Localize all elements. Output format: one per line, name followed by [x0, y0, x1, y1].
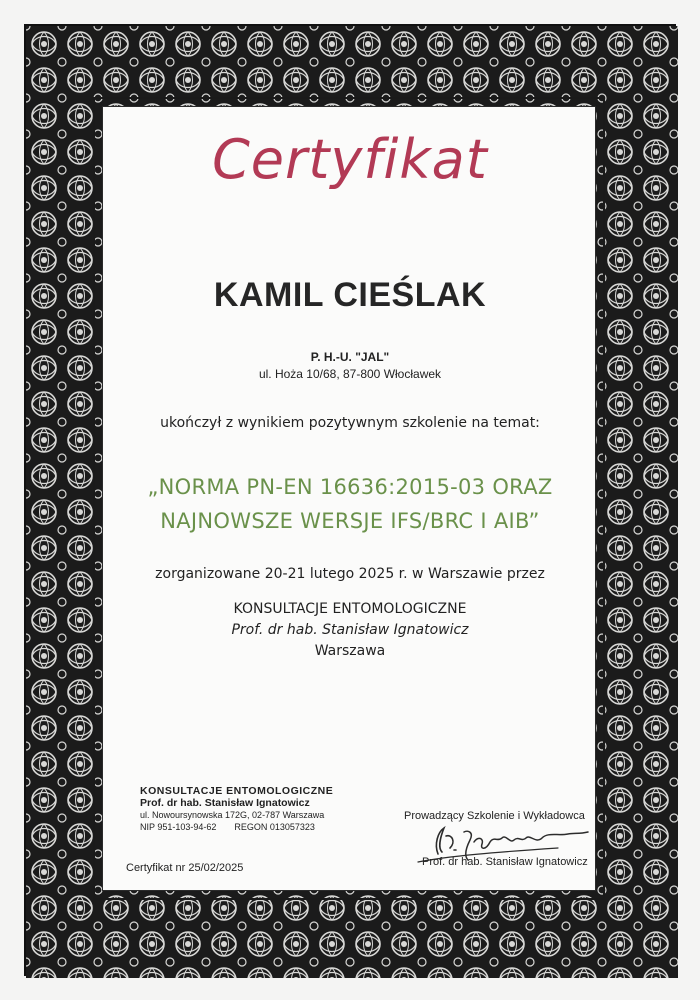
organization-statement: zorganizowane 20-21 lutego 2025 r. w Warszawie przez	[155, 566, 545, 582]
recipient-company	[0, 349, 700, 383]
organizer-person: Prof. dr hab. Stanisław Ignatowicz	[231, 622, 469, 638]
topic-line-1: „NORMA PN-EN 16636:2015-03 ORAZ	[147, 475, 553, 499]
stamp-address: ul. Nowoursynowska 172G, 02-787 Warszawa	[140, 810, 325, 820]
certificate-number: Certyfikat nr 25/02/2025	[126, 862, 244, 874]
organizer-name: KONSULTACJE ENTOMOLOGICZNE	[233, 601, 467, 617]
company-stamp	[140, 785, 333, 833]
stamp-regon: REGON 013057323	[234, 822, 315, 832]
lecturer-label: Prowadzący Szkolenie i Wykładowca	[404, 810, 585, 822]
stamp-person: Prof. dr hab. Stanisław Ignatowicz	[140, 797, 310, 809]
lecturer-name: Prof. dr hab. Stanisław Ignatowicz	[422, 856, 588, 868]
stamp-ids	[140, 821, 333, 833]
organizer-block	[0, 599, 700, 662]
recipient-name: KAMIL CIEŚLAK	[213, 276, 487, 314]
stamp-company: KONSULTACJE ENTOMOLOGICZNE	[140, 785, 334, 797]
certificate-title: Certyfikat	[212, 128, 488, 191]
topic-line-2: NAJNOWSZE WERSJE IFS/BRC I AIB”	[160, 509, 540, 533]
organizer-city: Warszawa	[314, 643, 386, 659]
training-topic	[0, 470, 700, 538]
company-address: ul. Hoża 10/68, 87-800 Włocławek	[258, 367, 442, 381]
company-name: P. H.-U. "JAL"	[310, 350, 390, 364]
completion-statement: ukończył z wynikiem pozytywnym szkolenie na temat:	[160, 415, 540, 431]
stamp-nip: NIP 951-103-94-62	[140, 822, 217, 832]
